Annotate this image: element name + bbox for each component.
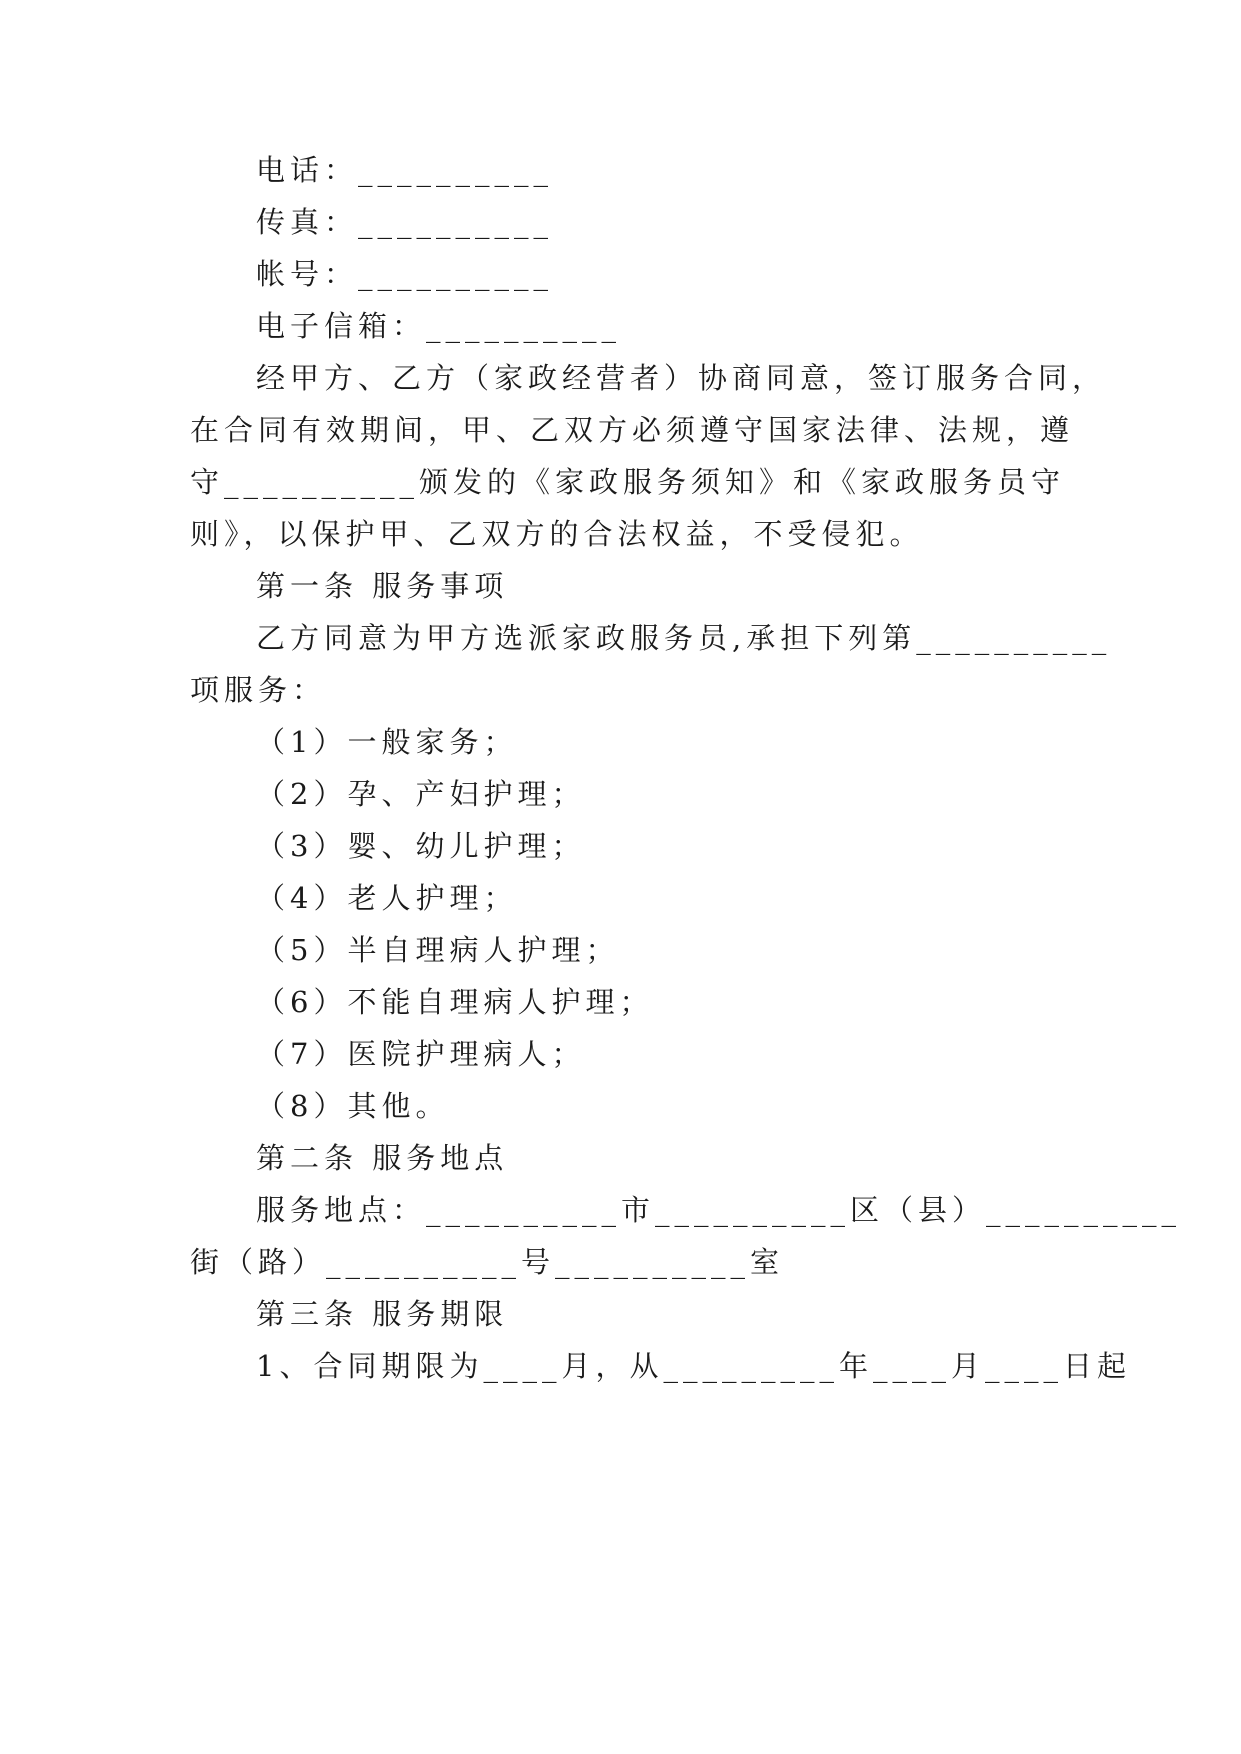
article-1-heading: 第一条 服务事项 xyxy=(256,569,509,603)
service-item-3: （3）婴、幼儿护理； xyxy=(256,829,586,863)
preamble-line-2: 在合同有效期间，甲、乙双方必须遵守国家法律、法规，遵 xyxy=(190,413,1075,447)
fax-line: 传真：__________ xyxy=(256,205,554,239)
preamble-line-3: 守__________颁发的《家政服务须知》和《家政服务员守 xyxy=(190,465,1066,499)
account-line: 帐号：__________ xyxy=(256,257,554,291)
contract-term-line: 1、合同期限为____月，从_________年____月____日起 xyxy=(256,1349,1131,1383)
preamble-line-4: 则》，以保护甲、乙双方的合法权益，不受侵犯。 xyxy=(190,517,924,551)
article-1-text-line-2: 项服务： xyxy=(190,673,327,707)
service-item-7: （7）医院护理病人； xyxy=(256,1037,586,1071)
article-1-text-line-1: 乙方同意为甲方选派家政服务员,承担下列第__________ xyxy=(256,621,1112,655)
service-item-8: （8）其他。 xyxy=(256,1089,450,1123)
service-item-5: （5）半自理病人护理； xyxy=(256,933,620,967)
service-address-line-1: 服务地点：__________市__________区（县）__________ xyxy=(256,1193,1182,1227)
service-item-2: （2）孕、产妇护理； xyxy=(256,777,586,811)
email-line: 电子信箱：__________ xyxy=(256,309,622,343)
service-item-4: （4）老人护理； xyxy=(256,881,518,915)
preamble-line-1: 经甲方、乙方（家政经营者）协商同意，签订服务合同， xyxy=(256,361,1107,395)
article-2-heading: 第二条 服务地点 xyxy=(256,1141,509,1175)
article-3-heading: 第三条 服务期限 xyxy=(256,1297,509,1331)
service-item-1: （1）一般家务； xyxy=(256,725,518,759)
phone-line: 电话：__________ xyxy=(256,153,554,187)
service-item-6: （6）不能自理病人护理； xyxy=(256,985,654,1019)
service-address-line-2: 街（路）__________号__________室 xyxy=(190,1245,785,1279)
